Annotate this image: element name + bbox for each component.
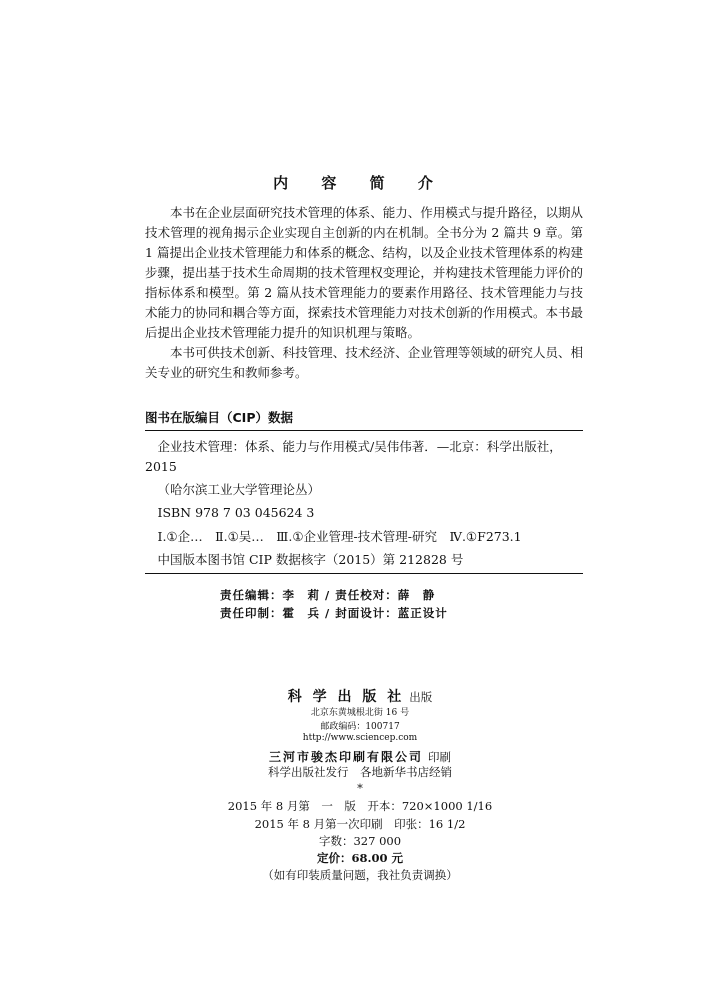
publisher-address: 北京东黄城根北街 16 号	[310, 708, 410, 718]
edition-line: 2015 年 8 月第 一 版 开本：720×1000 1/16	[227, 799, 493, 813]
cip-top-rule	[145, 430, 583, 431]
publisher-name: 科 学 出 版 社	[287, 689, 405, 705]
cip-isbn: ISBN 978 7 03 045624 3	[157, 505, 315, 520]
price: 定价：68.00 元	[316, 851, 403, 865]
intro-paragraph-audience: 本书可供技术创新、科技管理、技术经济、企业管理等领域的研究人员、相关专业的研究生和教师参考。	[145, 345, 583, 380]
cip-bibliographic-entry: 企业技术管理：体系、能力与作用模式/吴伟伟著．—北京：科学出版社，2015	[145, 439, 562, 474]
cip-series: （哈尔滨工业大学管理论丛）	[157, 482, 321, 497]
intro-paragraph: 本书在企业层面研究技术管理的体系、能力、作用模式与提升路径，以期从技术管理的视角揭示企业实现自主创新的内在机制。全书分为 2 篇共 9 章。第 1 篇提出企业技术管理能力和体系的概念、结构，以及企业技术管理体系的构建步骤，提出基于技术生命周期的技术管理权变理论，并构建技术管理能力评价的指标体系和模型。第 2 篇从技术管理能力的要素作用路径、技术管理能力与技术能力的协同和耦合等方面，探索技术管理能力对技术创新的作用模式。本书最后提出企业技术管理能力提升的知识机理与策略。	[145, 205, 583, 340]
publisher-suffix: 出版	[409, 690, 433, 704]
printer-name: 三河市骏杰印刷有限公司	[268, 750, 423, 764]
word-count: 字数：327 000	[318, 834, 402, 848]
distribution-line: 科学出版社发行 各地新华书店经销	[268, 765, 452, 779]
cip-classification: Ⅰ.①企… Ⅱ.①吴… Ⅲ.①企业管理-技术管理-研究 Ⅳ.①F273.1	[157, 529, 522, 544]
printer-suffix: 印刷	[428, 750, 452, 764]
publisher-website: http://www.sciencep.com	[302, 733, 418, 743]
printer-line	[0, 746, 720, 765]
cip-record-number: 中国版本图书馆 CIP 数据核字（2015）第 212828 号	[157, 552, 464, 567]
cip-heading: 图书在版编目（CIP）数据	[145, 410, 293, 425]
separator-asterisk: *	[357, 781, 363, 795]
quality-notice: （如有印装质量问题，我社负责调换）	[262, 868, 458, 882]
credits-editors: 责任编辑：李 莉 / 责任校对：薛 静	[220, 588, 436, 602]
publisher-postcode: 邮政编码：100717	[320, 722, 400, 732]
page-title: 内 容 简 介	[273, 174, 447, 192]
credits-production: 责任印制：霍 兵 / 封面设计：蓝正设计	[220, 606, 448, 620]
cip-bottom-rule	[145, 573, 583, 574]
publisher-line	[0, 686, 720, 706]
printing-line: 2015 年 8 月第一次印刷 印张：16 1/2	[254, 817, 466, 831]
